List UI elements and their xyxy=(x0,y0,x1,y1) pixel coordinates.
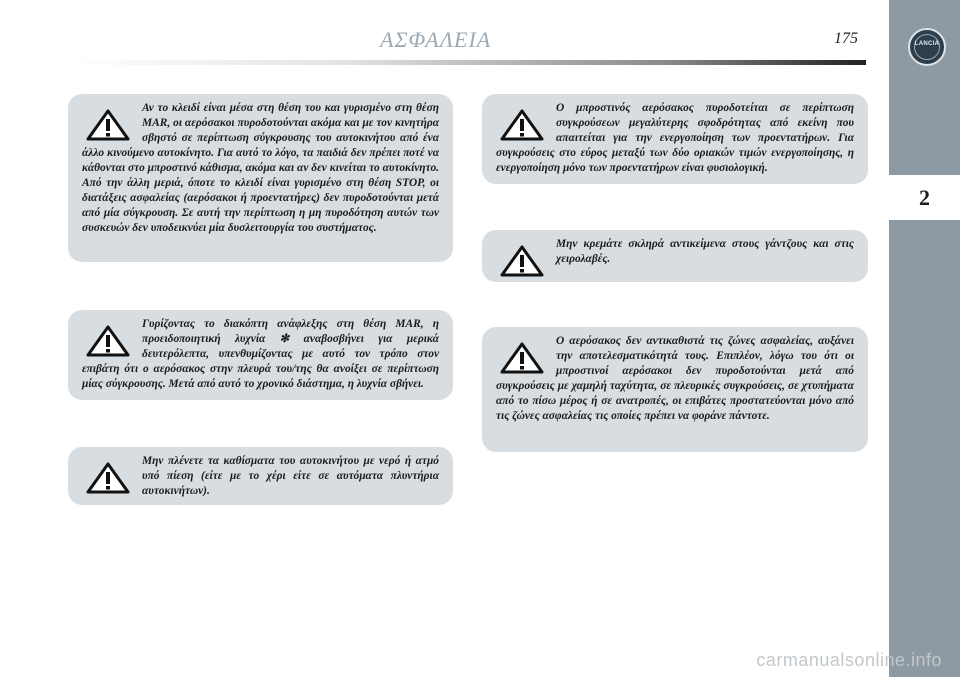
warning-box-seat-washing xyxy=(68,447,453,505)
warning-text: Ο μπροστινός αερόσακος πυροδοτείται σε περίπτωση συγκρούσεων μεγαλύτερης σφοδρότητας από εκείνη που απαιτείται για την ενεργοποίηση των προεντατήρων. Για συγκρούσεις στο εύρος μεταξύ των δύο οριακών τιμών ενεργοποίησης, η ενεργοποίηση μόνο των προεντατήρων είναι φυσιολογική. xyxy=(496,102,854,174)
warning-box-airbag-lamp xyxy=(68,310,453,400)
warning-box-key-position xyxy=(68,94,453,262)
warning-triangle-icon xyxy=(86,109,130,141)
warning-box-seat-belts xyxy=(482,327,868,452)
warning-text: Αν το κλειδί είναι μέσα στη θέση του και γυρισμένο στη θέση MAR, οι αερόσακοι πυροδοτούνται ακόμα και με τον κινητήρα σβηστό σε περίπτωση σύγκρουσης του αυτοκινήτου από ένα άλλο κινούμενο αυτοκίνητο. Για αυτό το λόγο, τα παιδιά δεν πρέπει ποτέ να κάθονται στο μπροστινό κάθισμα, ακόμα και αν δεν κινείται το αυτοκίνητο. Από την άλλη μεριά, όποτε το κλειδί είναι γυρισμένο στη θέση STOP, οι διατάξεις ασφαλείας (αερόσακοι ή προεντατήρες) δεν πυροδοτούνται μετά από μία σύγκρουση. Σε αυτή την περίπτωση η μη πυροδότηση αυτών των συσκευών δεν υποδεικνύει μία δυσλειτουργία του συστήματος. xyxy=(82,102,439,234)
warning-triangle-icon xyxy=(86,462,130,494)
warning-triangle-icon xyxy=(500,109,544,141)
logo-ring xyxy=(914,34,940,60)
header-rule xyxy=(66,60,866,65)
warning-text: Γυρίζοντας το διακόπτη ανάφλεξης στη θέση MAR, η προειδοποιητική λυχνία ✻ αναβοσβήνει για μερικά δευτερόλεπτα, υπενθυμίζοντας με αυτό τον τρόπο στον επιβάτη ότι ο αερόσακος στην πλευρά του/της θα ανοίξει σε περίπτωση μίας σύγκρουσης. Μετά από αυτό το χρονικό διάστημα, η λυχνία σβήνει. xyxy=(82,318,439,390)
warning-triangle-icon xyxy=(500,245,544,277)
warning-text: Μην πλένετε τα καθίσματα του αυτοκινήτου με νερό ή ατμό υπό πίεση (είτε με το χέρι είτε σε αυτόματα πλυντήρια αυτοκινήτων). xyxy=(142,455,439,497)
lancia-logo xyxy=(908,28,946,66)
warning-text: Ο αερόσακος δεν αντικαθιστά τις ζώνες ασφαλείας, αυξάνει την αποτελεσματικότητά τους. Επιπλέον, λόγω του ότι οι μπροστινοί αερόσακοι δεν πυροδοτούνται μετά από συγκρούσεις με χαμηλή ταχύτητα, σε πλευρικές συγκρούσεις, σε χτυπήματα από το πίσω μέρος ή σε ανατροπές, οι επιβάτες προστατεύονται μόνο από τις ζώνες ασφαλείας τις οποίες πρέπει να φοράνε πάντοτε. xyxy=(496,335,854,422)
warning-text: Μην κρεμάτε σκληρά αντικείμενα στους γάντζους και στις χειρολαβές. xyxy=(556,238,854,265)
page-number: 175 xyxy=(834,30,858,47)
logo-text: LANCIA xyxy=(914,41,940,47)
page-title: ΑΣΦΑΛΕΙΑ xyxy=(380,27,492,52)
warning-triangle-icon xyxy=(500,342,544,374)
watermark: carmanualsonline.info xyxy=(756,650,942,670)
chapter-tab: 2 xyxy=(889,175,960,220)
warning-box-front-airbag xyxy=(482,94,868,184)
warning-triangle-icon xyxy=(86,325,130,357)
warning-box-hooks xyxy=(482,230,868,282)
chapter-sidebar xyxy=(889,0,960,677)
